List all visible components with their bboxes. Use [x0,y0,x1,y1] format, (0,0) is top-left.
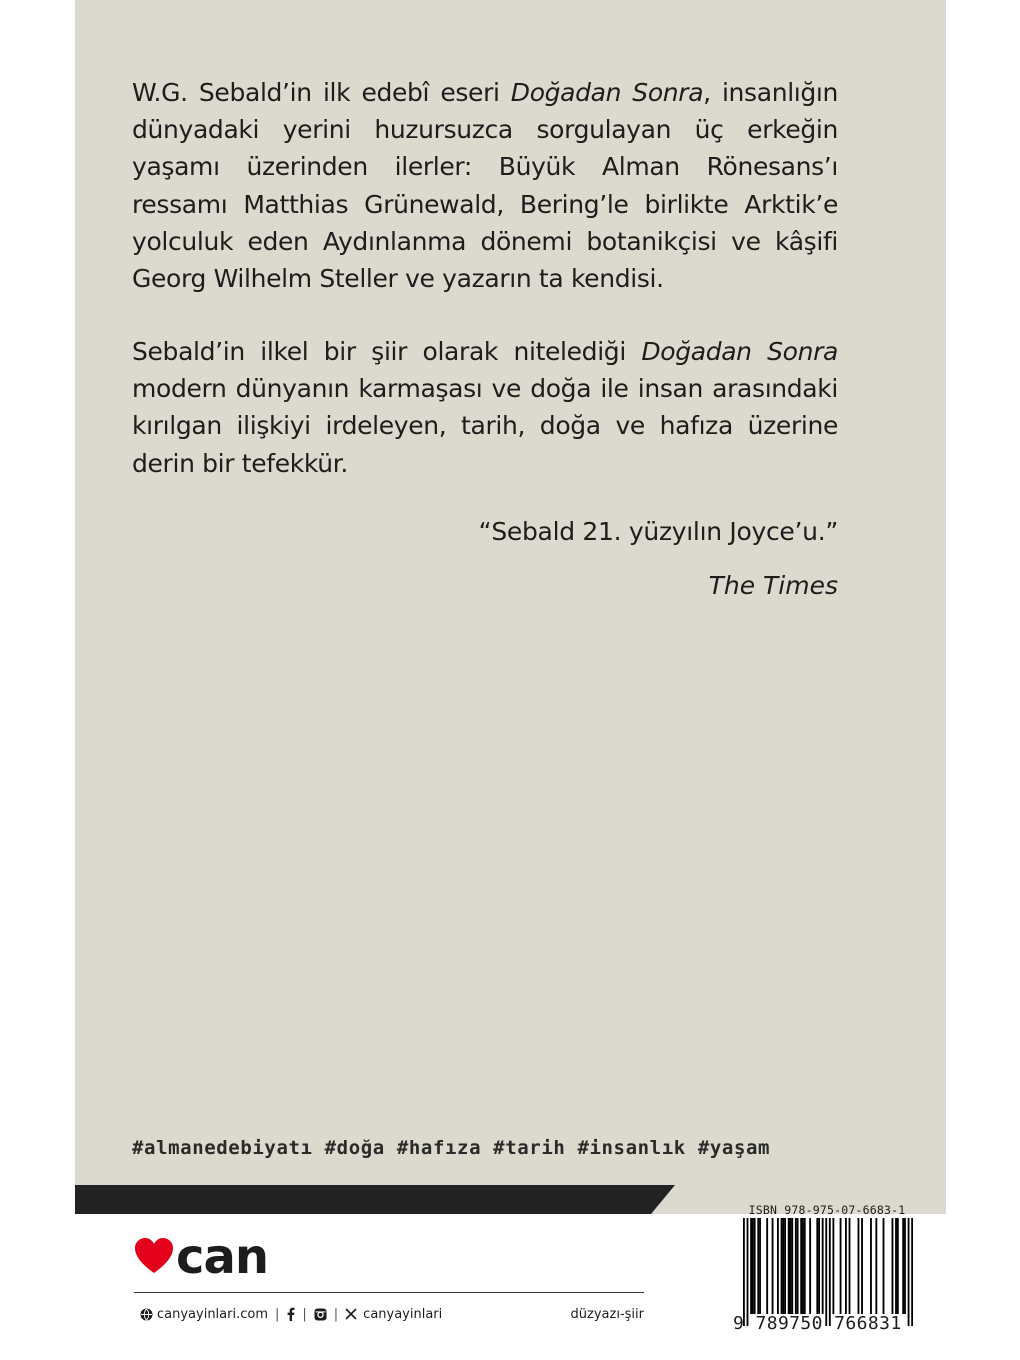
separator: | [275,1306,280,1322]
book-title: Doğadan Sonra [510,78,704,107]
barcode-bar [766,1218,768,1314]
barcode-bar [781,1218,783,1314]
isbn-barcode [733,1203,913,1333]
barcode-bar [908,1218,910,1326]
instagram-icon[interactable] [314,1308,327,1321]
barcode-bar [840,1218,842,1314]
barcode-bar [818,1218,820,1314]
barcode-bar [795,1218,797,1314]
barcode-bars [733,1218,913,1328]
barcode-bar [750,1218,752,1314]
barcode-bar [802,1218,804,1314]
review-quote: “Sebald 21. yüzyılın Joyce’u.” [478,517,838,546]
barcode-bar [797,1218,799,1314]
globe-icon [140,1308,153,1321]
separator: | [333,1306,339,1322]
social-handle[interactable]: canyayinlari [363,1306,443,1322]
barcode-bar [809,1218,811,1314]
blurb-paragraph-2: Sebald’in ilkel bir şiir olarak nitelediği Doğadan Sonra modern dünyanın karmaşası ve doğa ile insan arasındaki kırılgan ilişkiyi irdeleyen, tarih, doğa ve hafıza üzerine derin bir tefekkür. [132,337,838,478]
barcode-bar [816,1218,818,1314]
barcode-bar [870,1218,872,1314]
barcode-bar [784,1218,786,1314]
barcode-bar [883,1218,885,1314]
barcode-bar [743,1218,745,1326]
barcode-bar [902,1218,904,1314]
isbn-text: ISBN 978-975-07-6683-1 [748,1203,906,1217]
barcode-bar [777,1218,779,1314]
black-band [75,1185,675,1214]
barcode-bar [825,1218,827,1326]
barcode-bar [822,1218,824,1314]
barcode-bar [800,1218,802,1314]
barcode-bar [849,1218,851,1314]
barcode-bar [897,1218,899,1314]
barcode-bar [858,1218,860,1314]
barcode-bar [804,1218,806,1314]
hashtags: #almanedebiyatı #doğa #hafıza #tarih #insanlık #yaşam [132,1137,771,1159]
facebook-icon[interactable] [286,1307,295,1321]
genre-label: düzyazı-şiir [570,1306,644,1322]
barcode-bar [832,1218,834,1314]
barcode-bar [788,1218,790,1314]
barcode-bar [845,1218,847,1314]
heart-icon [134,1237,174,1277]
barcode-bar [782,1218,784,1314]
barcode-bar [752,1218,754,1314]
barcode-bar [875,1218,877,1314]
website-link[interactable]: canyayinlari.com [157,1306,268,1322]
barcode-bar [772,1218,774,1314]
barcode-bar [759,1218,761,1314]
barcode-bar [747,1218,749,1326]
blurb-paragraph-1: W.G. Sebald’in ilk edebî eseri Doğadan Sonra, insanlığın dünyadaki yerini huzursuzca sorgulayan üç erkeğin yaşamı üzerinden ilerler: Büyük Alman Rönesans’ı ressamı Matthias Grünewald, Bering’le birlikte Arktik’e yolculuk eden Aydınlanma dönemi botanikçisi ve kâşifi Georg Wilhelm Steller ve yazarın ta kendisi. [132,78,838,294]
separator: | [302,1306,307,1322]
barcode-bar [754,1218,756,1314]
barcode-bar [790,1218,792,1314]
publisher-footer [140,1303,644,1325]
barcode-bar [911,1218,913,1326]
barcode-bar [892,1218,894,1314]
barcode-bar [829,1218,831,1326]
book-title: Doğadan Sonra [641,337,838,366]
barcode-bar [861,1218,863,1314]
review-source: The Times [708,571,838,600]
barcode-bar [757,1218,759,1314]
barcode-digits: 9 789750 766831 [733,1313,902,1334]
logo-wordmark: can [176,1229,269,1285]
barcode-bar [895,1218,897,1314]
barcode-bar [791,1218,793,1314]
x-icon[interactable] [345,1308,357,1320]
barcode-bar [904,1218,906,1314]
publisher-logo [134,1229,269,1285]
footer-rule [134,1292,644,1293]
